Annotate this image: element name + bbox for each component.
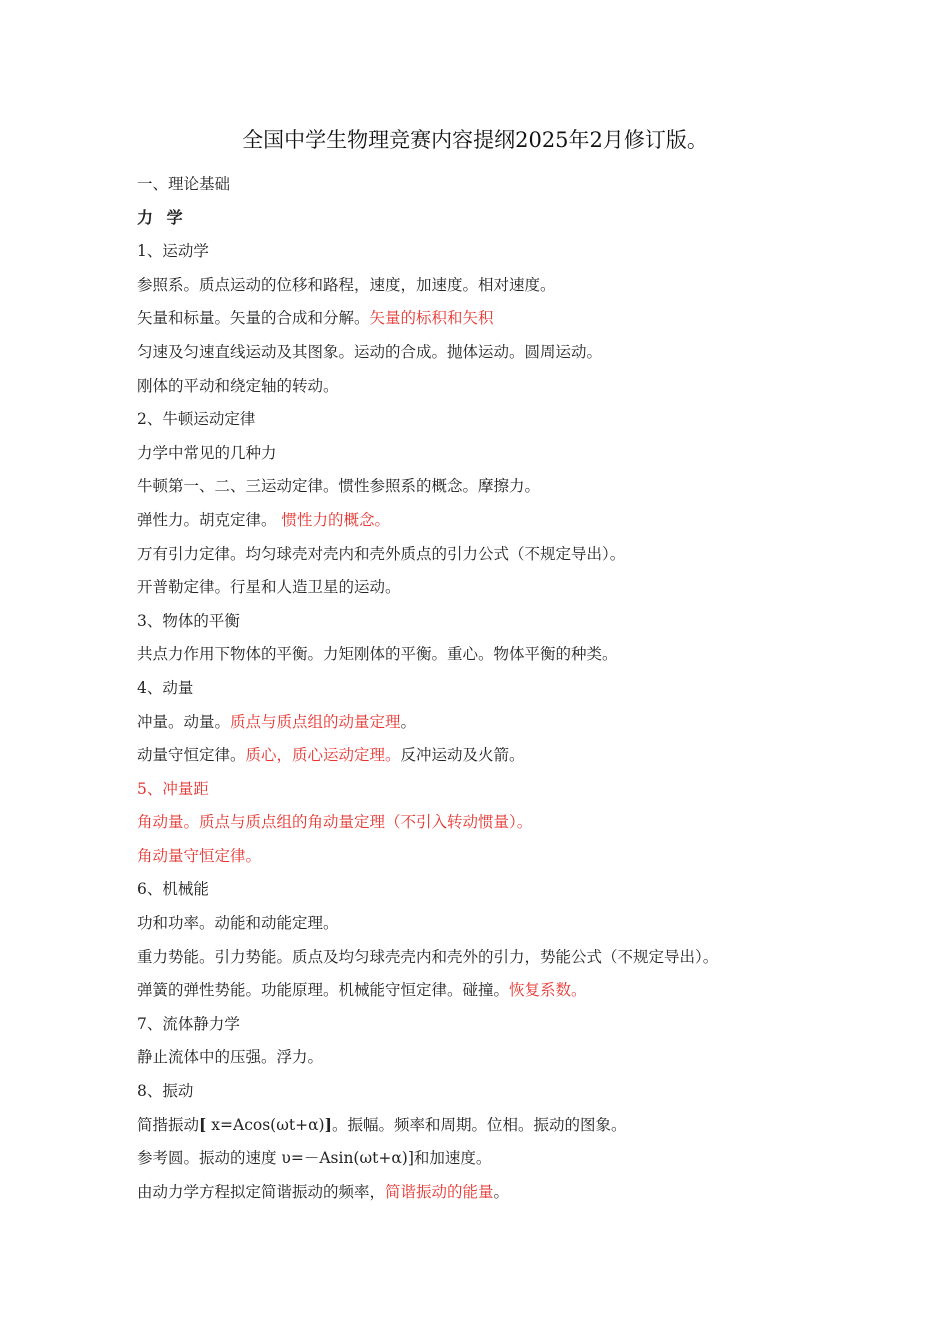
paragraph [137, 1180, 917, 1214]
paragraph [137, 1113, 917, 1147]
paragraph: 参考圆。振动的速度 υ=－Asin(ωt+α)]和加速度。 [137, 1149, 492, 1168]
paragraph: 牛顿第一、二、三运动定律。惯性参照系的概念。摩擦力。 [137, 477, 541, 496]
paragraph-highlight: 角动量守恒定律。 [137, 846, 262, 865]
topic-heading: 7、流体静力学 [137, 1014, 240, 1033]
text-run: 。 [400, 712, 417, 731]
text-run: 动量守恒定律。 [137, 746, 246, 765]
paragraph [137, 978, 917, 1012]
topic-heading: 4、动量 [137, 678, 194, 697]
text-run: 冲量。动量。 [137, 712, 231, 731]
paragraph [137, 306, 917, 340]
section-heading: 一、理论基础 [137, 175, 231, 193]
topic-heading: 3、物体的平衡 [137, 611, 240, 630]
paragraph: 重力势能。引力势能。质点及均匀球壳壳内和壳外的引力，势能公式（不规定导出）。 [137, 947, 719, 966]
highlight-text: 质点与质点组的动量定理 [230, 712, 401, 731]
paragraph: 万有引力定律。均匀球壳对壳内和壳外质点的引力公式（不规定导出）。 [137, 544, 626, 563]
text-run: 矢量和标量。矢量的合成和分解。 [137, 309, 370, 328]
highlight-text: 矢量的标积和矢积 [369, 309, 494, 328]
topic-heading-highlight: 5、冲量距 [137, 779, 209, 798]
highlight-text: 惯性力的概念。 [281, 510, 390, 529]
paragraph: 共点力作用下物体的平衡。力矩刚体的平衡。重心。物体平衡的种类。 [137, 645, 618, 664]
bracket-text: [ [199, 1114, 207, 1134]
highlight-text: 质心，质心运动定理。 [245, 746, 401, 765]
topic-heading: 8、振动 [137, 1082, 194, 1101]
bracket-text: ] [324, 1114, 332, 1134]
text-run: 由动力学方程拟定简谐振动的频率， [137, 1182, 386, 1201]
text-run: 简揩振动 [137, 1115, 200, 1134]
text-run: 。 [493, 1182, 510, 1201]
paragraph [137, 508, 917, 542]
topic-heading: 1、运动学 [137, 242, 209, 261]
paragraph [137, 743, 917, 777]
highlight-text: 恢复系数。 [509, 981, 587, 1000]
text-run: 反冲运动及火箭。 [400, 746, 525, 765]
topic-heading: 6、机械能 [137, 880, 209, 899]
document-title: 全国中学生物理竞赛内容提纲2025年2月修订版。 [242, 128, 708, 152]
text-run: 弹簧的弹性势能。功能原理。机械能守恒定律。碰撞。 [137, 981, 510, 1000]
document-body [137, 172, 917, 1213]
paragraph-highlight: 角动量。质点与质点组的角动量定理（不引入转动惯量）。 [137, 813, 533, 832]
formula-text: x=Acos(ωt+α) [206, 1115, 325, 1134]
paragraph: 力学中常见的几种力 [137, 443, 277, 462]
highlight-text: 简谐振动的能量 [385, 1182, 494, 1201]
paragraph: 开普勒定律。行星和人造卫星的运动。 [137, 578, 401, 597]
paragraph: 静止流体中的压强。浮力。 [137, 1048, 324, 1067]
topic-heading: 2、牛顿运动定律 [137, 410, 256, 429]
text-run: 弹性力。胡克定律。 [137, 510, 282, 529]
paragraph: 功和功率。动能和动能定理。 [137, 914, 339, 933]
subject-heading: 力 学 [137, 207, 187, 227]
paragraph [137, 710, 917, 744]
text-run: 。振幅。频率和周期。位相。振动的图象。 [331, 1115, 627, 1134]
paragraph: 匀速及匀速直线运动及其图象。运动的合成。抛体运动。圆周运动。 [137, 342, 603, 361]
paragraph: 刚体的平动和绕定轴的转动。 [137, 376, 339, 395]
paragraph: 参照系。质点运动的位移和路程，速度，加速度。相对速度。 [137, 275, 556, 294]
